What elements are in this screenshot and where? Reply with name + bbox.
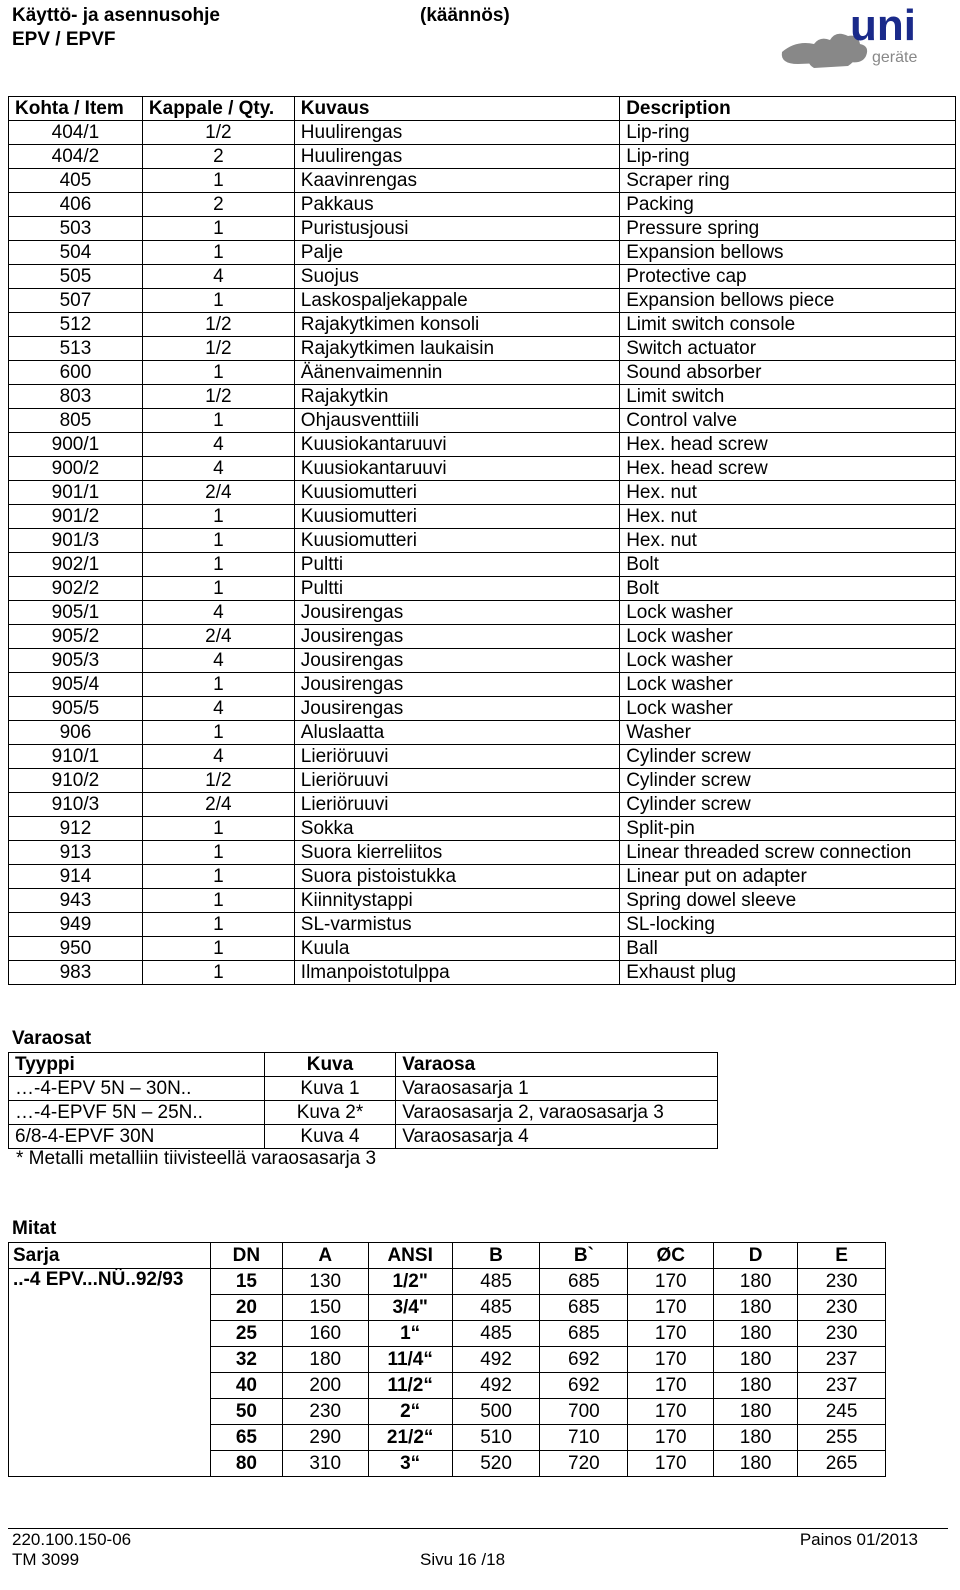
item-cell: 406 xyxy=(9,193,143,217)
table-row xyxy=(9,409,956,433)
description-cell: Packing xyxy=(620,193,956,217)
description-cell: Ball xyxy=(620,937,956,961)
item-cell: 504 xyxy=(9,241,143,265)
description-cell: Cylinder screw xyxy=(620,745,956,769)
qty-cell: 4 xyxy=(142,745,294,769)
qty-cell: 2 xyxy=(142,145,294,169)
oc-cell: 170 xyxy=(628,1425,714,1451)
description-cell: Split-pin xyxy=(620,817,956,841)
b-cell: 485 xyxy=(452,1269,540,1295)
table-row xyxy=(9,601,956,625)
table-row xyxy=(9,937,956,961)
description-cell: Protective cap xyxy=(620,265,956,289)
kuvaus-cell: Lieriöruuvi xyxy=(294,745,619,769)
item-cell: 905/5 xyxy=(9,697,143,721)
item-cell: 905/4 xyxy=(9,673,143,697)
spare-parts-table xyxy=(8,1052,718,1149)
description-cell: Limit switch xyxy=(620,385,956,409)
qty-cell: 2/4 xyxy=(142,625,294,649)
table-row xyxy=(9,817,956,841)
e-cell: 230 xyxy=(798,1269,886,1295)
description-cell: Lock washer xyxy=(620,697,956,721)
kuvaus-cell: Palje xyxy=(294,241,619,265)
qty-cell: 1 xyxy=(142,577,294,601)
ansi-cell: 21/2“ xyxy=(368,1425,452,1451)
kuvaus-cell: Jousirengas xyxy=(294,625,619,649)
dn-cell: 15 xyxy=(210,1269,282,1295)
a-cell: 130 xyxy=(282,1269,368,1295)
tyyppi-cell: 6/8-4-EPVF 30N xyxy=(9,1125,265,1149)
table-row xyxy=(9,337,956,361)
description-cell: Lock washer xyxy=(620,649,956,673)
description-cell: Cylinder screw xyxy=(620,793,956,817)
item-cell: 913 xyxy=(9,841,143,865)
sarja-cell: ..-4 EPV...NÜ..92/93 xyxy=(9,1269,211,1477)
varaosa-cell: Varaosasarja 4 xyxy=(396,1125,718,1149)
b-prime-cell: 692 xyxy=(540,1373,628,1399)
item-cell: 805 xyxy=(9,409,143,433)
kuvaus-cell: Kuusiokantaruuvi xyxy=(294,457,619,481)
d-cell: 180 xyxy=(714,1347,798,1373)
e-cell: 265 xyxy=(798,1451,886,1477)
description-cell: Hex. head screw xyxy=(620,433,956,457)
qty-cell: 1 xyxy=(142,841,294,865)
description-cell: Lock washer xyxy=(620,601,956,625)
kuvaus-cell: Kuusiomutteri xyxy=(294,505,619,529)
header-sarja: Sarja xyxy=(9,1243,211,1269)
description-cell: Hex. nut xyxy=(620,481,956,505)
b-prime-cell: 700 xyxy=(540,1399,628,1425)
table-row xyxy=(9,913,956,937)
b-cell: 520 xyxy=(452,1451,540,1477)
item-cell: 900/1 xyxy=(9,433,143,457)
kuvaus-cell: Lieriöruuvi xyxy=(294,769,619,793)
kuvaus-cell: Kuusiomutteri xyxy=(294,481,619,505)
table-row xyxy=(9,145,956,169)
description-cell: Spring dowel sleeve xyxy=(620,889,956,913)
dn-cell: 25 xyxy=(210,1321,282,1347)
table-row xyxy=(9,193,956,217)
e-cell: 245 xyxy=(798,1399,886,1425)
a-cell: 200 xyxy=(282,1373,368,1399)
table-row xyxy=(9,961,956,985)
item-cell: 905/2 xyxy=(9,625,143,649)
table-row xyxy=(9,361,956,385)
table-row xyxy=(9,889,956,913)
item-cell: 600 xyxy=(9,361,143,385)
description-cell: Linear threaded screw connection xyxy=(620,841,956,865)
ansi-cell: 11/4“ xyxy=(368,1347,452,1373)
d-cell: 180 xyxy=(714,1373,798,1399)
qty-cell: 2/4 xyxy=(142,481,294,505)
description-cell: Washer xyxy=(620,721,956,745)
item-cell: 404/2 xyxy=(9,145,143,169)
d-cell: 180 xyxy=(714,1451,798,1477)
item-cell: 910/2 xyxy=(9,769,143,793)
dimensions-title: Mitat xyxy=(12,1218,57,1239)
d-cell: 180 xyxy=(714,1321,798,1347)
table-row xyxy=(9,553,956,577)
table-row xyxy=(9,769,956,793)
qty-cell: 1 xyxy=(142,673,294,697)
header-kuvaus: Kuvaus xyxy=(294,97,619,121)
table-row xyxy=(9,673,956,697)
dims-table-body xyxy=(9,1269,886,1477)
uni-geraete-logo xyxy=(774,0,950,80)
description-cell: Bolt xyxy=(620,553,956,577)
kuva-cell: Kuva 1 xyxy=(264,1077,396,1101)
qty-cell: 1 xyxy=(142,889,294,913)
ansi-cell: 1“ xyxy=(368,1321,452,1347)
item-cell: 914 xyxy=(9,865,143,889)
d-cell: 180 xyxy=(714,1399,798,1425)
table-row xyxy=(9,1101,718,1125)
b-prime-cell: 685 xyxy=(540,1269,628,1295)
header-e: E xyxy=(798,1243,886,1269)
kuvaus-cell: Kiinnitystappi xyxy=(294,889,619,913)
a-cell: 290 xyxy=(282,1425,368,1451)
qty-cell: 1 xyxy=(142,241,294,265)
description-cell: Lock washer xyxy=(620,625,956,649)
kuvaus-cell: Sokka xyxy=(294,817,619,841)
table-row xyxy=(9,265,956,289)
table-row xyxy=(9,289,956,313)
dn-cell: 80 xyxy=(210,1451,282,1477)
item-cell: 513 xyxy=(9,337,143,361)
kuvaus-cell: Ohjausventtiili xyxy=(294,409,619,433)
b-prime-cell: 720 xyxy=(540,1451,628,1477)
title-line-2: EPV / EPVF xyxy=(12,29,116,50)
varaosa-cell: Varaosasarja 2, varaosasarja 3 xyxy=(396,1101,718,1125)
ansi-cell: 3“ xyxy=(368,1451,452,1477)
item-cell: 803 xyxy=(9,385,143,409)
kuvaus-cell: Jousirengas xyxy=(294,601,619,625)
header-tyyppi: Tyyppi xyxy=(9,1053,265,1077)
qty-cell: 1 xyxy=(142,865,294,889)
item-cell: 901/3 xyxy=(9,529,143,553)
qty-cell: 4 xyxy=(142,601,294,625)
a-cell: 230 xyxy=(282,1399,368,1425)
a-cell: 180 xyxy=(282,1347,368,1373)
tm-number: TM 3099 xyxy=(12,1550,80,1569)
item-cell: 905/1 xyxy=(9,601,143,625)
doc-number: 220.100.150-06 xyxy=(12,1530,132,1549)
dimensions-table xyxy=(8,1242,886,1477)
qty-cell: 1 xyxy=(142,937,294,961)
kuvaus-cell: Jousirengas xyxy=(294,697,619,721)
kuvaus-cell: Suora pistoistukka xyxy=(294,865,619,889)
header-oc: ØC xyxy=(628,1243,714,1269)
qty-cell: 4 xyxy=(142,457,294,481)
kuva-cell: Kuva 4 xyxy=(264,1125,396,1149)
oc-cell: 170 xyxy=(628,1295,714,1321)
item-cell: 902/2 xyxy=(9,577,143,601)
table-row xyxy=(9,577,956,601)
item-cell: 906 xyxy=(9,721,143,745)
b-cell: 510 xyxy=(452,1425,540,1451)
dims-header-row xyxy=(9,1243,886,1269)
header-a: A xyxy=(282,1243,368,1269)
kuvaus-cell: Laskospaljekappale xyxy=(294,289,619,313)
kuvaus-cell: Pakkaus xyxy=(294,193,619,217)
kuvaus-cell: Rajakytkimen laukaisin xyxy=(294,337,619,361)
qty-cell: 1/2 xyxy=(142,313,294,337)
description-cell: Control valve xyxy=(620,409,956,433)
dn-cell: 40 xyxy=(210,1373,282,1399)
table-row xyxy=(9,865,956,889)
description-cell: Pressure spring xyxy=(620,217,956,241)
item-cell: 983 xyxy=(9,961,143,985)
footer-left xyxy=(12,1530,131,1570)
kuvaus-cell: SL-varmistus xyxy=(294,913,619,937)
item-cell: 902/1 xyxy=(9,553,143,577)
e-cell: 255 xyxy=(798,1425,886,1451)
d-cell: 180 xyxy=(714,1269,798,1295)
header-item: Kohta / Item xyxy=(9,97,143,121)
description-cell: Lip-ring xyxy=(620,121,956,145)
spare-parts-note: * Metalli metalliin tiivisteellä varaosasarja 3 xyxy=(16,1148,377,1169)
ansi-cell: 2“ xyxy=(368,1399,452,1425)
table-row xyxy=(9,721,956,745)
varaosa-cell: Varaosasarja 1 xyxy=(396,1077,718,1101)
title-line-1: Käyttö- ja asennusohje xyxy=(12,5,220,26)
description-cell: Hex. head screw xyxy=(620,457,956,481)
ansi-cell: 3/4" xyxy=(368,1295,452,1321)
description-cell: Switch actuator xyxy=(620,337,956,361)
parts-table-body xyxy=(9,121,956,985)
kuva-cell: Kuva 2* xyxy=(264,1101,396,1125)
table-row xyxy=(9,793,956,817)
qty-cell: 1 xyxy=(142,529,294,553)
document-title xyxy=(12,4,220,52)
kuvaus-cell: Rajakytkin xyxy=(294,385,619,409)
qty-cell: 1 xyxy=(142,289,294,313)
description-cell: Expansion bellows piece xyxy=(620,289,956,313)
table-row xyxy=(9,841,956,865)
table-row xyxy=(9,217,956,241)
table-row xyxy=(9,121,956,145)
table-row xyxy=(9,649,956,673)
b-cell: 492 xyxy=(452,1347,540,1373)
dn-cell: 32 xyxy=(210,1347,282,1373)
tyyppi-cell: …-4-EPV 5N – 30N.. xyxy=(9,1077,265,1101)
kuvaus-cell: Jousirengas xyxy=(294,673,619,697)
kuvaus-cell: Huulirengas xyxy=(294,145,619,169)
description-cell: Hex. nut xyxy=(620,505,956,529)
kuvaus-cell: Suora kierreliitos xyxy=(294,841,619,865)
item-cell: 901/1 xyxy=(9,481,143,505)
qty-cell: 2/4 xyxy=(142,793,294,817)
kuvaus-cell: Ilmanpoistotulppa xyxy=(294,961,619,985)
description-cell: Hex. nut xyxy=(620,529,956,553)
kuvaus-cell: Rajakytkimen konsoli xyxy=(294,313,619,337)
kuvaus-cell: Kuusiomutteri xyxy=(294,529,619,553)
description-cell: Lip-ring xyxy=(620,145,956,169)
kuvaus-cell: Pultti xyxy=(294,577,619,601)
header-ansi: ANSI xyxy=(368,1243,452,1269)
edition: Painos 01/2013 xyxy=(799,1530,918,1549)
description-cell: Linear put on adapter xyxy=(620,865,956,889)
b-prime-cell: 685 xyxy=(540,1321,628,1347)
table-row xyxy=(9,1077,718,1101)
item-cell: 950 xyxy=(9,937,143,961)
qty-cell: 1 xyxy=(142,913,294,937)
table-row xyxy=(9,1269,886,1295)
qty-cell: 2 xyxy=(142,193,294,217)
oc-cell: 170 xyxy=(628,1451,714,1477)
qty-cell: 1 xyxy=(142,721,294,745)
d-cell: 180 xyxy=(714,1425,798,1451)
description-cell: Expansion bellows xyxy=(620,241,956,265)
header-varaosa: Varaosa xyxy=(396,1053,718,1077)
d-cell: 180 xyxy=(714,1295,798,1321)
description-cell: Scraper ring xyxy=(620,169,956,193)
qty-cell: 1 xyxy=(142,409,294,433)
header-b-prime: B` xyxy=(540,1243,628,1269)
qty-cell: 1 xyxy=(142,553,294,577)
kuvaus-cell: Kaavinrengas xyxy=(294,169,619,193)
dn-cell: 65 xyxy=(210,1425,282,1451)
tyyppi-cell: …-4-EPVF 5N – 25N.. xyxy=(9,1101,265,1125)
item-cell: 905/3 xyxy=(9,649,143,673)
description-cell: Sound absorber xyxy=(620,361,956,385)
qty-cell: 1 xyxy=(142,361,294,385)
description-cell: SL-locking xyxy=(620,913,956,937)
logo-subtext: geräte xyxy=(872,49,918,66)
oc-cell: 170 xyxy=(628,1347,714,1373)
b-prime-cell: 692 xyxy=(540,1347,628,1373)
item-cell: 404/1 xyxy=(9,121,143,145)
parts-header-row xyxy=(9,97,956,121)
description-cell: Cylinder screw xyxy=(620,769,956,793)
parts-table xyxy=(8,96,956,985)
kuvaus-cell: Kuusiokantaruuvi xyxy=(294,433,619,457)
ansi-cell: 1/2" xyxy=(368,1269,452,1295)
table-row xyxy=(9,313,956,337)
item-cell: 943 xyxy=(9,889,143,913)
spare-parts-title: Varaosat xyxy=(12,1028,92,1049)
qty-cell: 1 xyxy=(142,961,294,985)
e-cell: 230 xyxy=(798,1321,886,1347)
table-row xyxy=(9,745,956,769)
qty-cell: 1 xyxy=(142,817,294,841)
a-cell: 160 xyxy=(282,1321,368,1347)
table-row xyxy=(9,1125,718,1149)
qty-cell: 4 xyxy=(142,433,294,457)
item-cell: 512 xyxy=(9,313,143,337)
item-cell: 900/2 xyxy=(9,457,143,481)
kuvaus-cell: Suojus xyxy=(294,265,619,289)
qty-cell: 1 xyxy=(142,217,294,241)
table-row xyxy=(9,241,956,265)
table-row xyxy=(9,625,956,649)
oc-cell: 170 xyxy=(628,1399,714,1425)
item-cell: 910/1 xyxy=(9,745,143,769)
spare-parts-body xyxy=(9,1077,718,1149)
b-cell: 500 xyxy=(452,1399,540,1425)
dn-cell: 20 xyxy=(210,1295,282,1321)
table-row xyxy=(9,529,956,553)
oc-cell: 170 xyxy=(628,1373,714,1399)
kuvaus-cell: Äänenvaimennin xyxy=(294,361,619,385)
footer-divider xyxy=(8,1528,948,1529)
e-cell: 237 xyxy=(798,1373,886,1399)
ansi-cell: 11/2“ xyxy=(368,1373,452,1399)
b-prime-cell: 710 xyxy=(540,1425,628,1451)
b-cell: 485 xyxy=(452,1321,540,1347)
logo-text: uni xyxy=(850,1,916,50)
b-cell: 492 xyxy=(452,1373,540,1399)
qty-cell: 1/2 xyxy=(142,121,294,145)
qty-cell: 4 xyxy=(142,649,294,673)
qty-cell: 1/2 xyxy=(142,385,294,409)
item-cell: 507 xyxy=(9,289,143,313)
table-row xyxy=(9,457,956,481)
description-cell: Exhaust plug xyxy=(620,961,956,985)
kuvaus-cell: Pultti xyxy=(294,553,619,577)
kuvaus-cell: Jousirengas xyxy=(294,649,619,673)
table-row xyxy=(9,169,956,193)
item-cell: 503 xyxy=(9,217,143,241)
item-cell: 901/2 xyxy=(9,505,143,529)
table-row xyxy=(9,385,956,409)
item-cell: 405 xyxy=(9,169,143,193)
qty-cell: 4 xyxy=(142,697,294,721)
spare-header-row xyxy=(9,1053,718,1077)
header-kuva: Kuva xyxy=(264,1053,396,1077)
dn-cell: 50 xyxy=(210,1399,282,1425)
item-cell: 505 xyxy=(9,265,143,289)
a-cell: 310 xyxy=(282,1451,368,1477)
table-row xyxy=(9,505,956,529)
header-description: Description xyxy=(620,97,956,121)
qty-cell: 1 xyxy=(142,169,294,193)
oc-cell: 170 xyxy=(628,1321,714,1347)
table-row xyxy=(9,481,956,505)
e-cell: 230 xyxy=(798,1295,886,1321)
qty-cell: 1/2 xyxy=(142,337,294,361)
kuvaus-cell: Aluslaatta xyxy=(294,721,619,745)
description-cell: Limit switch console xyxy=(620,313,956,337)
header-qty: Kappale / Qty. xyxy=(142,97,294,121)
item-cell: 912 xyxy=(9,817,143,841)
item-cell: 910/3 xyxy=(9,793,143,817)
b-prime-cell: 685 xyxy=(540,1295,628,1321)
table-row xyxy=(9,433,956,457)
description-cell: Bolt xyxy=(620,577,956,601)
header-d: D xyxy=(714,1243,798,1269)
kuvaus-cell: Huulirengas xyxy=(294,121,619,145)
item-cell: 949 xyxy=(9,913,143,937)
header-b: B xyxy=(452,1243,540,1269)
qty-cell: 4 xyxy=(142,265,294,289)
qty-cell: 1 xyxy=(142,505,294,529)
kuvaus-cell: Kuula xyxy=(294,937,619,961)
e-cell: 237 xyxy=(798,1347,886,1373)
qty-cell: 1/2 xyxy=(142,769,294,793)
kuvaus-cell: Lieriöruuvi xyxy=(294,793,619,817)
b-cell: 485 xyxy=(452,1295,540,1321)
description-cell: Lock washer xyxy=(620,673,956,697)
oc-cell: 170 xyxy=(628,1269,714,1295)
header-dn: DN xyxy=(210,1243,282,1269)
table-row xyxy=(9,697,956,721)
kuvaus-cell: Puristusjousi xyxy=(294,217,619,241)
a-cell: 150 xyxy=(282,1295,368,1321)
page-number: Sivu 16 /18 xyxy=(420,1550,506,1569)
translation-note: (käännös) xyxy=(420,5,510,26)
